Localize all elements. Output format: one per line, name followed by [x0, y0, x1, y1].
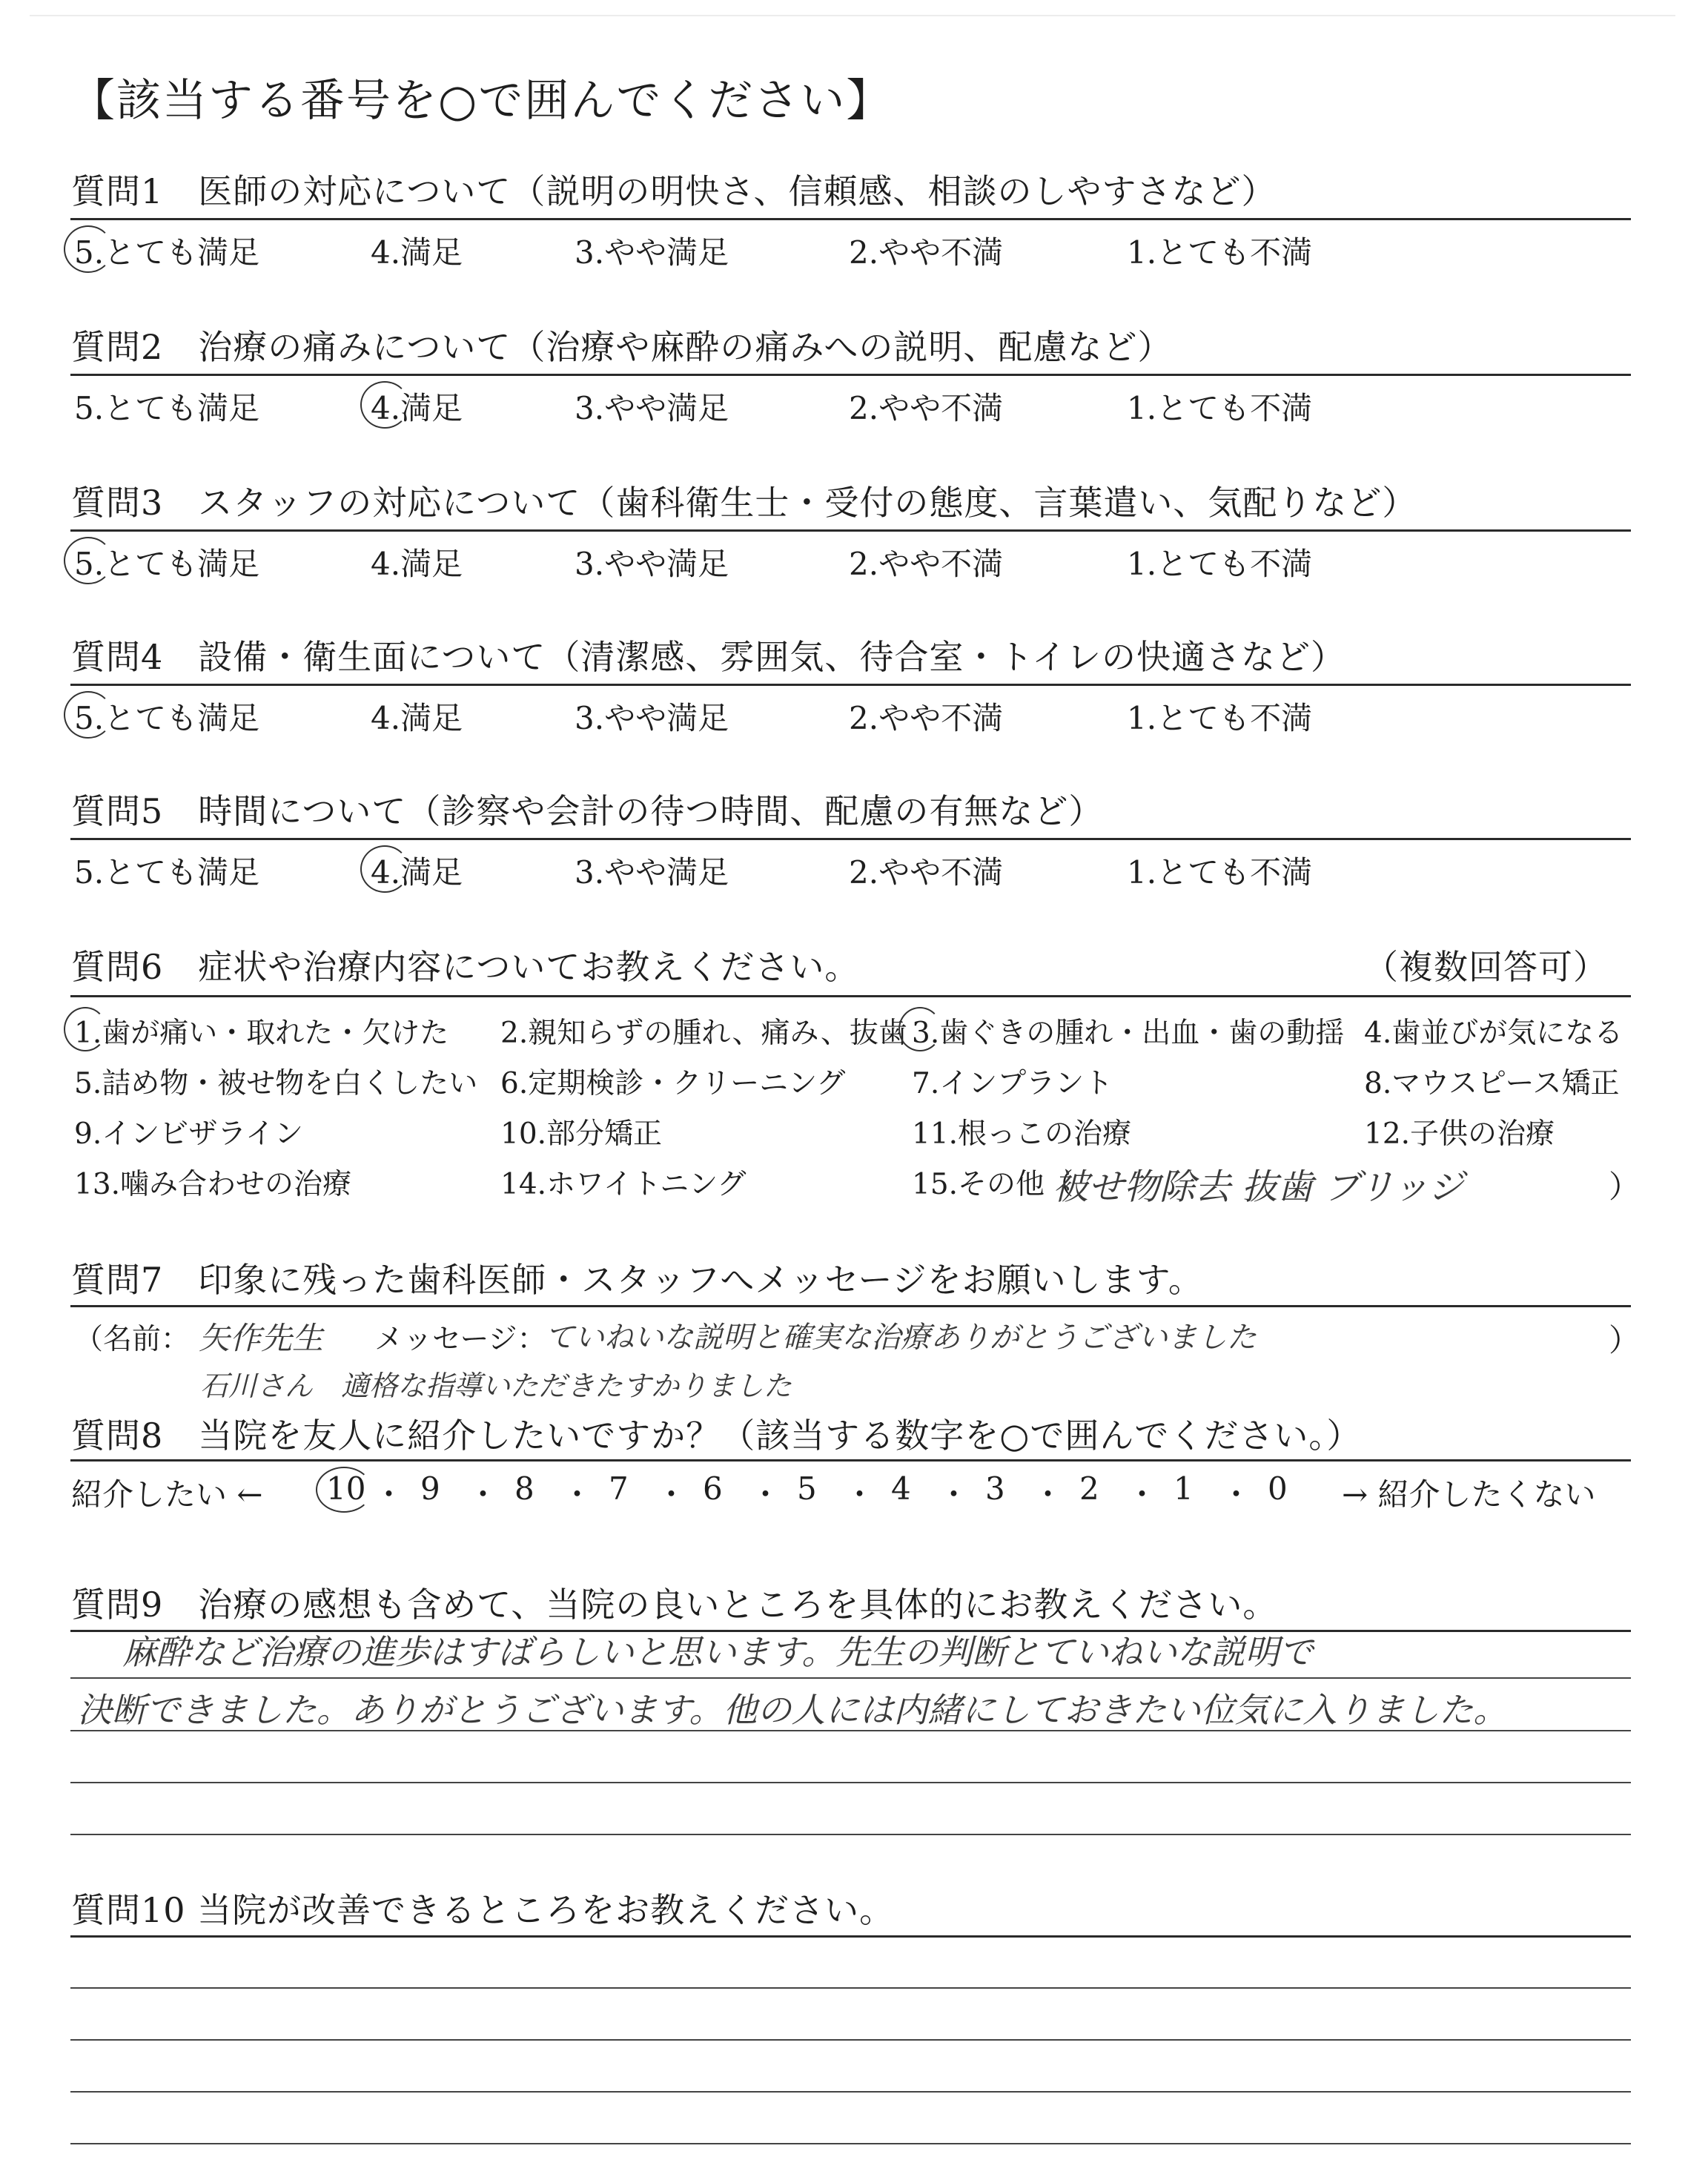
scale-number: 7 [609, 1470, 629, 1507]
scale-separator: ・ [844, 1476, 875, 1513]
q9-writing-line [70, 1782, 1631, 1783]
selection-circle [898, 1007, 941, 1051]
question-title: 質問1 医師の対応について（説明の明快さ、信頼感、相談のしやすさなど） [71, 171, 1277, 211]
scale-number: 0 [1268, 1470, 1288, 1507]
scale-separator: ・ [1220, 1476, 1252, 1513]
question-rule [70, 218, 1631, 220]
q10-writing-line [70, 2143, 1631, 2144]
answer-option: 1.とても不満 [1127, 234, 1313, 271]
q7-rule [70, 1305, 1631, 1307]
q10-rule [70, 1935, 1631, 1938]
q7-title: 質問7 印象に残った歯科医師・スタッフへメッセージをお願いします。 [71, 1260, 1203, 1300]
q6-option: 4.歯並びが気になる [1364, 1017, 1623, 1050]
q6-option: 7.インプラント [912, 1067, 1113, 1100]
scale-number: 2 [1079, 1470, 1099, 1507]
answer-option: 1.とても不満 [1127, 390, 1313, 426]
q7-second-line-handwritten: 石川さん 適格な指導いただきたすかりました [200, 1370, 792, 1402]
q6-option: 2.親知らずの腫れ、痛み、抜歯 [500, 1017, 907, 1050]
answer-option: 2.やや不満 [849, 700, 1004, 736]
answer-option: 3.やや満足 [575, 234, 729, 271]
question-title: 質問2 治療の痛みについて（治療や麻酔の痛みへの説明、配慮など） [71, 327, 1173, 367]
q6-option: 13.噛み合わせの治療 [74, 1168, 352, 1201]
answer-option: 2.やや不満 [849, 854, 1004, 891]
q7-name-handwritten: 矢作先生 [199, 1320, 324, 1356]
answer-option: 3.やや満足 [575, 854, 729, 891]
selection-circle [64, 691, 113, 739]
q9-writing-line [70, 1730, 1631, 1731]
answer-option: 3.やや満足 [575, 546, 729, 582]
form-header: 【該当する番号を○で囲んでください】 [70, 75, 893, 127]
scale-number: 6 [703, 1470, 723, 1507]
answer-option: 2.やや不満 [849, 234, 1004, 271]
q6-option: 5.詰め物・被せ物を白くしたい [74, 1067, 478, 1100]
q6-option: 9.インビザライン [74, 1117, 304, 1151]
answer-option: 2.やや不満 [849, 546, 1004, 582]
answer-option: 5.とても満足 [74, 854, 260, 891]
q10-writing-line [70, 2039, 1631, 2041]
question-title: 質問4 設備・衛生面について（清潔感、雰囲気、待合室・トイレの快適さなど） [71, 637, 1346, 677]
question-rule [70, 374, 1631, 376]
scale-number: 1 [1174, 1470, 1194, 1507]
q10-writing-line [70, 1987, 1631, 1989]
q10-title: 質問10 当院が改善できるところをお教えください。 [71, 1890, 895, 1930]
q6-other-handwritten: 被せ物除去 抜歯 ブリッジ [1053, 1166, 1464, 1208]
answer-option: 4.満足 [371, 234, 463, 271]
answer-option: 5.とても満足 [74, 390, 260, 426]
answer-option: 5.とても満足 [74, 234, 260, 271]
scale-number: 3 [985, 1470, 1005, 1507]
answer-option: 4.満足 [371, 546, 463, 582]
q10-writing-line [70, 2091, 1631, 2093]
q9-answer-line-1: 麻酔など治療の進歩はすばらしいと思います。先生の判断とていねいな説明で [122, 1632, 1314, 1672]
q6-note: （複数回答可） [1364, 947, 1608, 987]
selection-circle [64, 537, 113, 584]
q6-close-paren: ） [1609, 1169, 1641, 1205]
q6-option: 14.ホワイトニング [500, 1168, 747, 1201]
question-rule [70, 838, 1631, 840]
question-title: 質問5 時間について（診察や会計の待つ時間、配慮の有無など） [71, 791, 1104, 831]
question-rule [70, 684, 1631, 686]
answer-option: 1.とても不満 [1127, 854, 1313, 891]
q7-close-paren: ） [1609, 1322, 1641, 1358]
q7-name-label: （名前： [74, 1323, 191, 1356]
q9-answer-line-2: 決断できました。ありがとうございます。他の人には内緒にしておきたい位気に入りました。 [78, 1690, 1508, 1730]
answer-option: 3.やや満足 [575, 390, 729, 426]
q9-title: 質問9 治療の感想も含めて、当院の良いところを具体的にお教えください。 [71, 1585, 1278, 1625]
page-top-edge [30, 15, 1675, 16]
scale-separator: ・ [467, 1476, 499, 1513]
question-title: 質問3 スタッフの対応について（歯科衛生士・受付の態度、言葉遣い、気配りなど） [71, 483, 1417, 523]
selection-circle [64, 225, 113, 273]
scale-number: 9 [420, 1470, 440, 1507]
q6-option: 12.子供の治療 [1364, 1117, 1555, 1151]
answer-option: 4.満足 [371, 700, 463, 736]
q8-rule [70, 1459, 1631, 1462]
answer-option: 5.とても満足 [74, 546, 260, 582]
scale-separator: ・ [561, 1476, 593, 1513]
scale-number: 10 [326, 1470, 366, 1507]
q6-option: 3.歯ぐきの腫れ・出血・歯の動揺 [912, 1017, 1345, 1050]
q9-writing-line [70, 1834, 1631, 1835]
scale-number: 8 [514, 1470, 534, 1507]
answer-option: 4.満足 [371, 390, 463, 426]
selection-circle [316, 1467, 372, 1513]
q8-right-label: → 紹介したくない [1342, 1476, 1596, 1513]
answer-option: 5.とても満足 [74, 700, 260, 736]
answer-option: 1.とても不満 [1127, 546, 1313, 582]
scale-separator: ・ [373, 1476, 405, 1513]
answer-option: 1.とても不満 [1127, 700, 1313, 736]
answer-option: 3.やや満足 [575, 700, 729, 736]
q6-title: 質問6 症状や治療内容についてお教えください。 [71, 947, 860, 987]
scale-separator: ・ [1032, 1476, 1064, 1513]
answer-option: 2.やや不満 [849, 390, 1004, 426]
q6-option: 11.根っこの治療 [912, 1117, 1132, 1151]
selection-circle [360, 845, 409, 893]
q6-option: 10.部分矯正 [500, 1117, 663, 1151]
q6-option: 8.マウスピース矯正 [1364, 1067, 1620, 1100]
q7-message-handwritten: ていねいな説明と確実な治療ありがとうございました [545, 1321, 1257, 1355]
answer-option: 4.満足 [371, 854, 463, 891]
selection-circle [360, 381, 409, 429]
selection-circle [64, 1007, 107, 1051]
q6-option: 15.その他（ [912, 1168, 1074, 1201]
scale-separator: ・ [1126, 1476, 1158, 1513]
q8-title: 質問8 当院を友人に紹介したいですか？（該当する数字を○で囲んでください。） [71, 1416, 1362, 1456]
q6-option: 6.定期検診・クリーニング [500, 1067, 846, 1100]
scale-number: 5 [797, 1470, 817, 1507]
scale-separator: ・ [938, 1476, 970, 1513]
q7-message-label: メッセージ： [374, 1323, 546, 1356]
q9-writing-line [70, 1677, 1631, 1679]
scale-separator: ・ [655, 1476, 687, 1513]
q6-rule [70, 995, 1631, 997]
scale-separator: ・ [749, 1476, 781, 1513]
q6-option: 1.歯が痛い・取れた・欠けた [74, 1017, 449, 1050]
scale-number: 4 [891, 1470, 911, 1507]
q8-left-label: 紹介したい ← [71, 1476, 263, 1513]
question-rule [70, 529, 1631, 532]
